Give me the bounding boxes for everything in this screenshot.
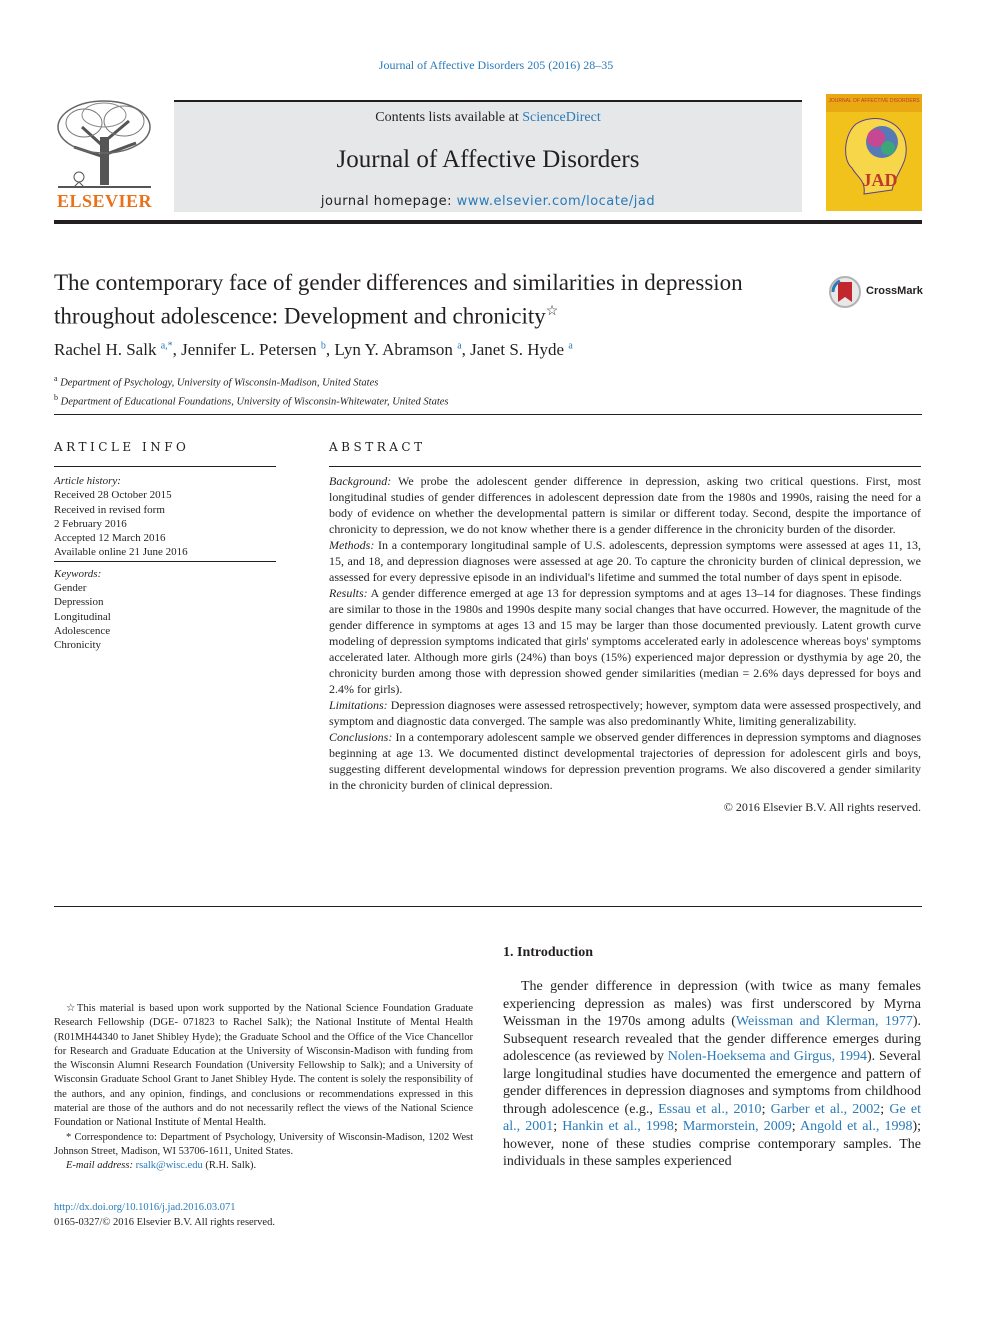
intro-text: The gender difference in depression (with twice as many females experiencing depression as males) was first underscored by Myrna Weissman in the 1970s among adults ( (503, 979, 921, 1029)
author-affil-mark[interactable]: b (320, 340, 326, 352)
abstract-text: In a contemporary adolescent sample we observed gender differences in depression symptoms and diagnoses beginning at age 13. We documented distinct developmental trajectories of depression for adolescent girls and boys, suggesting different developmental windows for depression prevention programs. We also discovered a gender similarity in the chronicity burden of clinical depression. (329, 730, 921, 792)
journal-citation[interactable]: Journal of Affective Disorders 205 (2016) 28–35 (378, 58, 614, 72)
author-affil-mark[interactable]: a (568, 340, 573, 352)
abstract-copyright: © 2016 Elsevier B.V. All rights reserved. (723, 800, 921, 814)
abstract-label: Results: (329, 586, 368, 600)
keyword: Depression (54, 596, 104, 609)
article-title-text: The contemporary face of gender differences and similarities in depression throughout adolescence: Development and chronicity (54, 270, 743, 329)
homepage-link[interactable]: www.elsevier.com/locate/jad (456, 194, 656, 209)
history-item: 2 February 2016 (54, 517, 127, 530)
crossmark-label: CrossMark (866, 285, 923, 297)
keyword: Adolescence (54, 624, 111, 637)
affiliation-mark: a (54, 374, 58, 383)
article-title (54, 268, 794, 331)
crossmark-icon (828, 275, 862, 309)
divider (329, 466, 921, 467)
author-affil-mark[interactable]: a (457, 340, 462, 352)
elsevier-tree-icon (54, 97, 155, 193)
history-label: Article history: (54, 475, 121, 487)
history-item: Received in revised form (54, 503, 165, 516)
abstract-label: Limitations: (329, 698, 388, 712)
divider (54, 414, 922, 415)
abstract-label: Methods: (329, 538, 375, 552)
journal-title: Journal of Affective Disorders (336, 146, 640, 173)
abstract-body (329, 473, 921, 815)
divider (54, 561, 276, 562)
publisher-name: ELSEVIER (56, 191, 153, 211)
keywords-label: Keywords: (54, 567, 102, 580)
citation-link[interactable]: Essau et al., 2010 (658, 1101, 762, 1117)
history-item: Received 28 October 2015 (54, 489, 172, 502)
email-link[interactable]: rsalk@wisc.edu (135, 1160, 203, 1172)
journal-header (54, 92, 922, 226)
funding-footnote: ☆This material is based upon work supported by the National Science Foundation Graduate Research Fellowship (DGE- 071823 to Rachel Salk); the National Institute of Mental Health (R01MH44340 to Janet Shibley Hyde); the Graduate School and the Office of the Vice Chancellor for Research and Graduate Education at the University of Wisconsin-Madison with funding from the Wisconsin Alumni Research Foundation (University Fellowship to Salk); and a University of Wisconsin Graduate School Grant to Janet Shibley Hyde. The content is solely the responsibility of the authors, and any opinion, findings, and conclusions or recommendations expressed in this material are those of the authors and do not necessarily reflect the views of the National Science Foundation or National Institute of Mental Health. (54, 1003, 473, 1129)
author-name[interactable]: Jennifer L. Petersen (181, 340, 317, 359)
citation-link[interactable]: Hankin et al., 1998 (562, 1119, 674, 1134)
email-label: E-mail address: (66, 1160, 133, 1172)
abstract-text: We probe the adolescent gender difference in depression, asking two critical questions. First, most longitudinal studies of gender differences in adolescent depression date from the 1980s and 1990s, raising the need for a body of evidence on whether the developmental pattern is similar or different today. Second, despite the importance of chronicity to depression, we do not know whether there is a gender difference in the chronicity burden of the disorder. (329, 474, 921, 536)
page-footer (54, 1201, 275, 1230)
affiliation-mark: b (54, 393, 58, 402)
header-rule (54, 220, 922, 224)
citation-link[interactable]: Angold et al., 1998 (799, 1119, 913, 1134)
abstract-section (329, 473, 921, 537)
affiliation (54, 391, 449, 410)
contents-prefix: Contents lists available at (375, 110, 523, 125)
abstract-label: Conclusions: (329, 730, 393, 744)
abstract-section (329, 585, 921, 697)
elsevier-logo[interactable] (54, 97, 155, 212)
author-name[interactable]: Rachel H. Salk (54, 340, 157, 359)
journal-cover-image (826, 94, 922, 211)
crossmark-badge[interactable] (828, 275, 924, 311)
divider (54, 466, 276, 467)
author-name[interactable]: Lyn Y. Abramson (334, 340, 453, 359)
abstract-label: Background: (329, 474, 392, 488)
title-footnote-mark[interactable]: ☆ (545, 304, 559, 319)
intro-text: ). Subsequent research revealed that the gender difference emerges during adolescence (as reviewed by (503, 1014, 921, 1064)
keyword: Longitudinal (54, 610, 111, 623)
correspondence-footnote: * Correspondence to: Department of Psychology, University of Wisconsin-Madison, 1202 West Johnson Street, Madison, WI 53706-1611, United States. (54, 1131, 473, 1157)
affiliation-text: Department of Educational Foundations, University of Wisconsin-Whitewater, United States (60, 396, 449, 408)
abstract-text: In a contemporary longitudinal sample of U.S. adolescents, depression symptoms were assessed at ages 11, 13, 15, and 18, and depression diagnoses were assessed at age 20. To capture the chronicity burden of clinical depression, we assessed for every depressive episode in an individual's lifetime and summed the total number of days spent in episode. (329, 538, 921, 584)
divider (54, 906, 922, 907)
citation-link[interactable]: Garber et al., 2002 (770, 1101, 881, 1117)
history-item: Available online 21 June 2016 (54, 546, 188, 559)
affiliation-text: Department of Psychology, University of Wisconsin-Madison, United States (60, 377, 379, 389)
homepage-line (174, 194, 802, 209)
abstract-section (329, 537, 921, 585)
journal-cover[interactable] (826, 94, 922, 211)
contents-line (174, 110, 802, 126)
author-name[interactable]: Janet S. Hyde (470, 340, 565, 359)
intro-text: ). Several large longitudinal studies have documented the emergence and pattern of gender differences in depression diagnoses and symptoms from childhood through adolescence (e.g., (503, 1049, 921, 1117)
cover-title: JOURNAL OF AFFECTIVE DISORDERS (828, 98, 920, 104)
email-footnote (54, 1159, 473, 1173)
author-affil-mark[interactable]: a,* (160, 340, 173, 352)
doi-link[interactable]: http://dx.doi.org/10.1016/j.jad.2016.03.071 (54, 1202, 236, 1213)
intro-text: ); however, none of these studies comprise contemporary samples. The individuals in these samples experienced (503, 1119, 922, 1169)
cover-mark: JAD (862, 170, 898, 190)
footnotes (54, 1002, 473, 1174)
keyword: Chronicity (54, 639, 102, 652)
abstract-section (329, 697, 921, 729)
journal-banner (174, 100, 802, 212)
abstract-text: A gender difference emerged at age 13 for depression symptoms and at ages 13–14 for diagnoses. These findings are similar to those in the 1980s and 1990s despite many social changes that have occurred. However, the magnitude of the gender difference in symptoms at ages 13 and 15 may be larger than those documented previously. Latent growth curve modeling of depression symptoms indicated that girls' symptoms accelerated early in adolescence whereas boys' symptoms accelerated later. Although more girls (24%) than boys (15%) experienced major depression or dysthymia by age 20, the chronicity burden among those with depression showed gender similarities (median = 2.6% days depressed for boys and 2.4% for girls). (329, 586, 921, 696)
abstract-heading: ABSTRACT (329, 440, 426, 454)
affiliations (54, 372, 449, 410)
article-info-heading: ARTICLE INFO (54, 440, 190, 454)
intro-heading: 1. Introduction (503, 945, 593, 960)
citation-link[interactable]: Ge et al., 2001 (503, 1101, 922, 1134)
citation-link[interactable]: Weissman and Klerman, 1977 (735, 1014, 913, 1029)
homepage-prefix: journal homepage: (320, 194, 457, 209)
article-info (54, 474, 276, 653)
intro-paragraph: The gender difference in depression (with twice as many females experiencing depression as males) was first underscored by Myrna Weissman in the 1970s among adults (Weissman and Klerman, 1977). Subsequent research revealed that the gender difference emerges during adolescence (as reviewed by Nolen-Hoeksema and Girgus, 1994). Several large longitudinal studies have documented the emergence and pattern of gender differences in depression diagnoses and symptoms from childhood through adolescence (e.g., Essau et al., 2010; Garber et al., 2002; Ge et al., 2001; Hankin et al., 1998; Marmorstein, 2009; Angold et al., 1998); however, none of these studies comprise contemporary samples. The individuals in these samples experienced (503, 979, 922, 1169)
issn-line: 0165-0327/© 2016 Elsevier B.V. All rights reserved. (54, 1216, 275, 1228)
history-item: Accepted 12 March 2016 (54, 532, 166, 545)
sciencedirect-link[interactable]: ScienceDirect (522, 110, 601, 125)
citation-link[interactable]: Nolen-Hoeksema and Girgus, 1994 (667, 1049, 867, 1064)
email-suffix: (R.H. Salk). (205, 1160, 257, 1172)
abstract-section (329, 729, 921, 793)
affiliation (54, 372, 449, 391)
abstract-text: Depression diagnoses were assessed retrospectively; however, symptom data were assessed prospectively, and symptom and diagnostic data converged. The sample was also predominantly White, limiting generalizability. (329, 698, 921, 728)
keyword: Gender (54, 582, 87, 595)
author-list: Rachel H. Salk $^{a,*}$, Jennifer L. Petersen $^b$, Lyn Y. Abramson $^a$, Janet S. Hyde $^a$ (54, 340, 573, 359)
citation-link[interactable]: Marmorstein, 2009 (682, 1119, 792, 1134)
